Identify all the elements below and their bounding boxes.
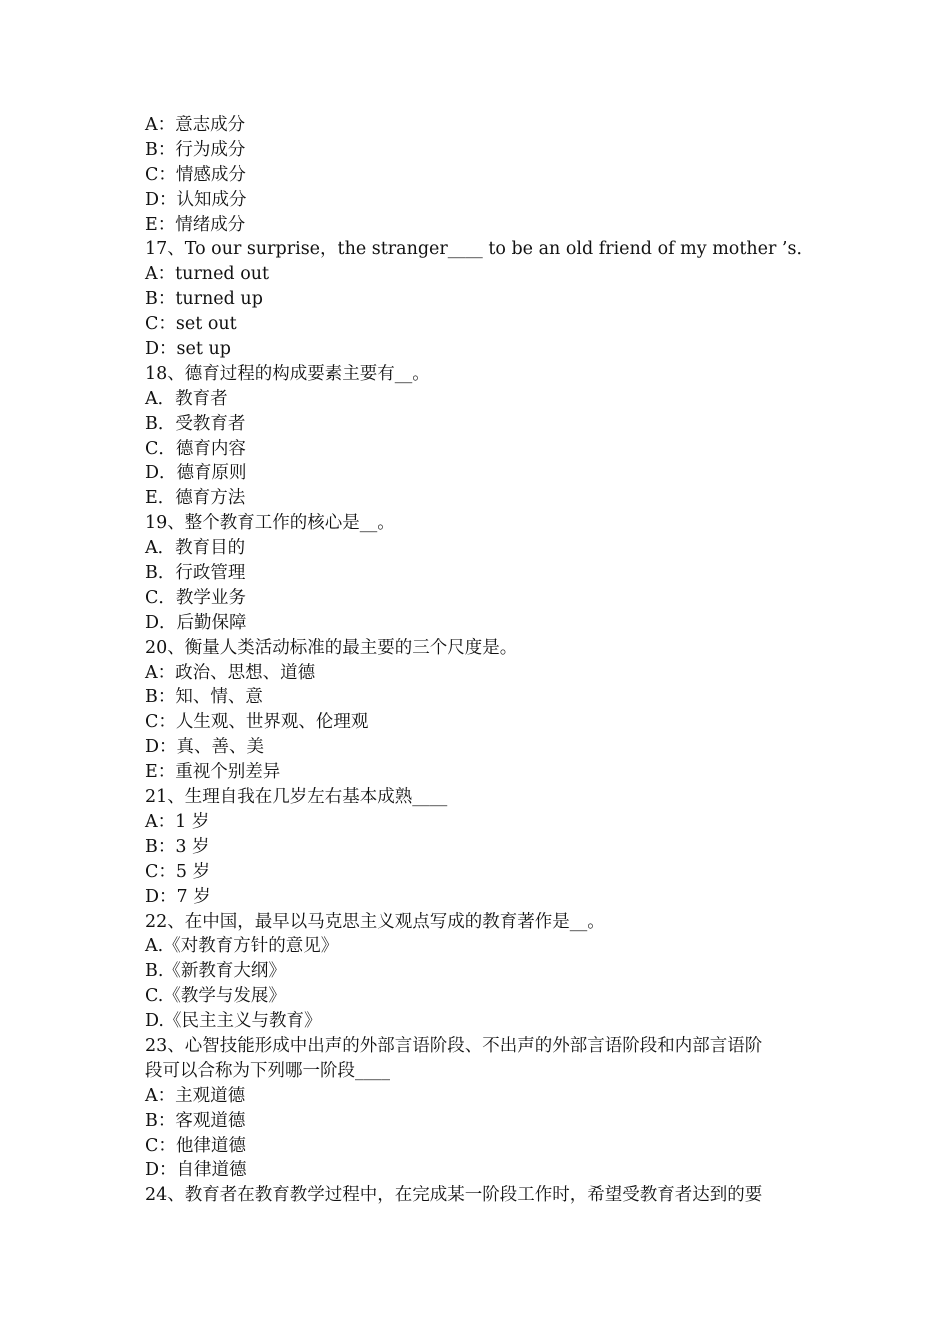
answer-option: B：行为成分 — [145, 139, 246, 160]
question-text: 22、在中国，最早以马克思主义观点写成的教育著作是__。 — [145, 911, 605, 932]
answer-option: B：3 岁 — [145, 836, 210, 857]
answer-option: B．受教育者 — [145, 413, 246, 434]
document-body — [145, 113, 815, 1208]
answer-option: C.《教学与发展》 — [145, 986, 286, 1007]
question-text: 21、生理自我在几岁左右基本成熟____ — [145, 787, 448, 808]
answer-option: A：意志成分 — [145, 115, 246, 135]
answer-option: A．教育者 — [145, 388, 228, 409]
answer-option: A.《对教育方针的意见》 — [145, 936, 339, 957]
answer-option: A：turned out — [145, 264, 270, 285]
answer-option: D：认知成分 — [145, 189, 247, 210]
answer-option: C．德育内容 — [145, 438, 246, 459]
answer-option: D：set up — [145, 339, 231, 360]
answer-option: D．德育原则 — [145, 463, 247, 484]
question-text: 17、To our surprise，the stranger____ to be an old friend of my mother ’s． — [145, 239, 814, 260]
question-text: 18、德育过程的构成要素主要有__。 — [145, 363, 430, 384]
answer-option: D：自律道德 — [145, 1160, 247, 1181]
answer-option: B：客观道德 — [145, 1110, 246, 1131]
answer-option: D：真、善、美 — [145, 737, 265, 758]
answer-option: A：政治、思想、道德 — [145, 662, 316, 683]
answer-option: C．教学业务 — [145, 587, 246, 608]
answer-option: D．后勤保障 — [145, 612, 247, 633]
question-text: 段可以合称为下列哪一阶段____ — [145, 1060, 390, 1081]
answer-option: A：主观道德 — [145, 1085, 246, 1106]
question-text: 20、衡量人类活动标准的最主要的三个尺度是。 — [145, 637, 518, 658]
answer-option: B.《新教育大纲》 — [145, 961, 286, 982]
answer-option: C：他律道德 — [145, 1135, 246, 1156]
answer-option: E：重视个别差异 — [145, 762, 281, 783]
answer-option: E．德育方法 — [145, 488, 246, 509]
answer-option: A：1 岁 — [145, 811, 210, 832]
answer-option: C：set out — [145, 314, 237, 335]
question-text: 19、整个教育工作的核心是__。 — [145, 513, 395, 534]
question-text: 23、心智技能形成中出声的外部言语阶段、不出声的外部言语阶段和内部言语阶 — [145, 1035, 763, 1056]
answer-option: C：情感成分 — [145, 164, 246, 185]
answer-option: C：5 岁 — [145, 861, 211, 882]
answer-option: D：7 岁 — [145, 886, 211, 907]
answer-option: B：知、情、意 — [145, 687, 263, 708]
answer-option: E：情绪成分 — [145, 214, 246, 235]
answer-option: B．行政管理 — [145, 563, 246, 584]
answer-option: D.《民主主义与教育》 — [145, 1011, 322, 1032]
question-text: 24、教育者在教育教学过程中，在完成某一阶段工作时，希望受教育者达到的要 — [145, 1185, 763, 1206]
answer-option: B：turned up — [145, 289, 263, 310]
answer-option: A．教育目的 — [145, 538, 246, 559]
answer-option: C：人生观、世界观、伦理观 — [145, 712, 369, 733]
